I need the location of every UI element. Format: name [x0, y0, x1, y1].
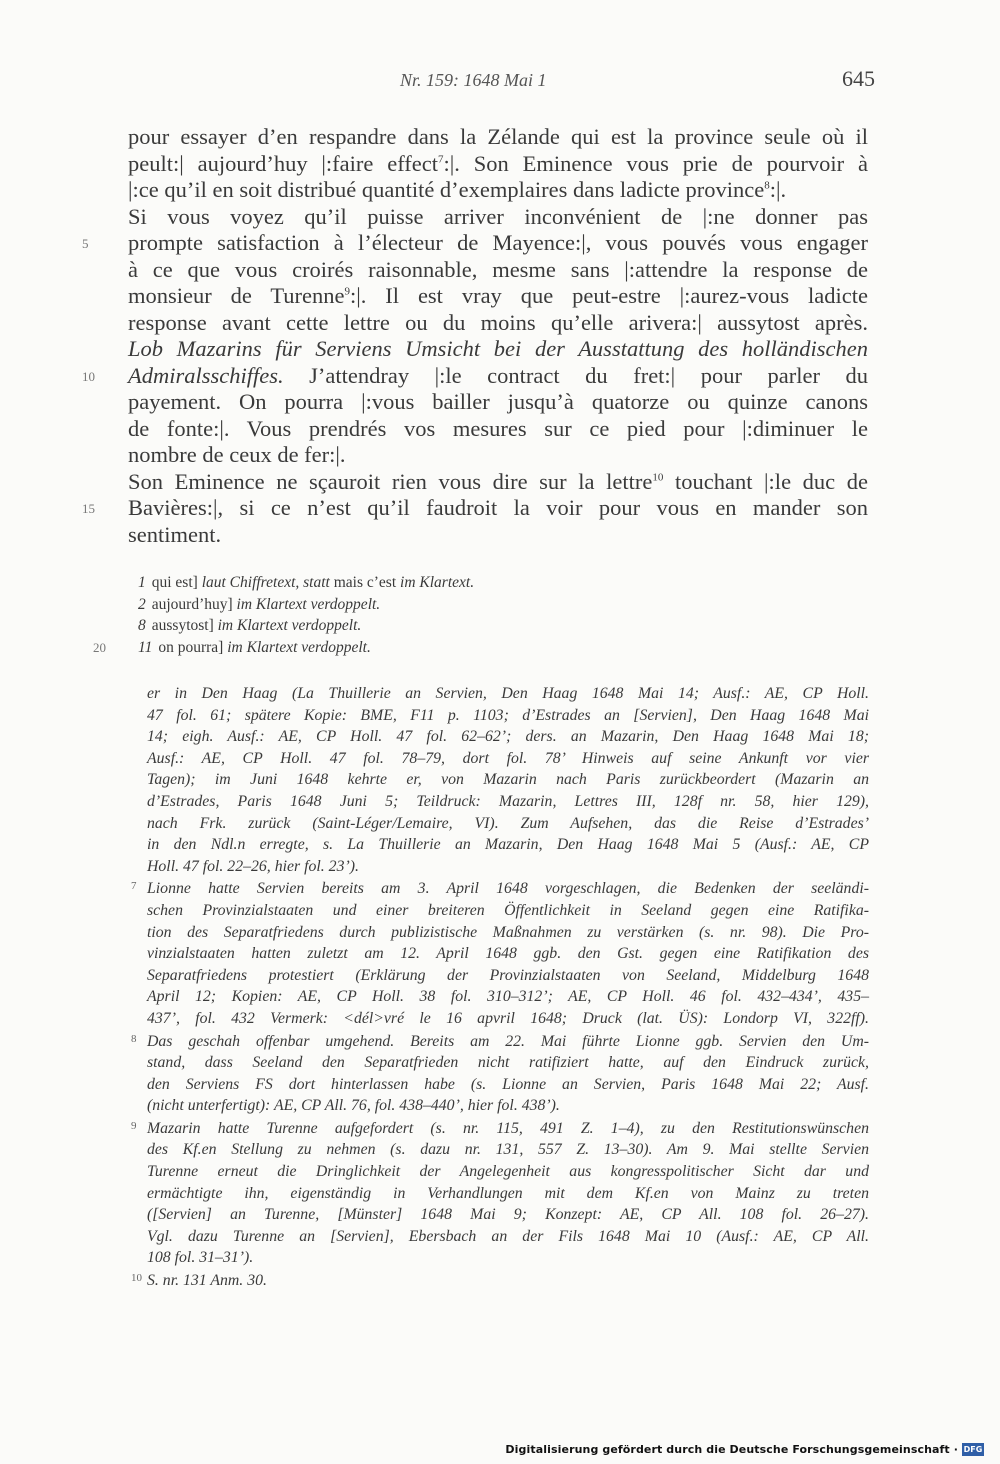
dfg-logo-icon: DFG — [963, 1444, 983, 1454]
text-line: sentiment. — [128, 521, 222, 547]
apparatus-entry: 8 aussytost] im Klartext verdoppelt. — [138, 617, 362, 634]
footnote-continued: er in Den Haag (La Thuillerie an Servien, Den Haag 1648 Mai 14; Ausf.: AE, CP Holl. 47 fol. 61; spätere Kopie: BME, F11 p. 1103; d’Estrades an [Servien], Den Haag 1648 Mai 14; eigh. Ausf.: AE, CP Holl. 47 fol. 62–62’; ders. an Mazarin, Den Haag 1648 Mai 18; Ausf.: AE, CP Holl. 47 fol. 78–79, dort fol. 78’ Hinweis auf seine Ankunft vor vier Tagen); im Juni 1648 kehrte er, von Mazarin nach Paris zurückbeordert (Mazarin an d’Estrades, Paris 1648 Juni 5; Teildruck: Mazarin, Lettres III, 128f nr. 58, hier 129), nach Frk. zurück (Saint-Léger/Lemaire, VI). Zum Aufsehen, das die Reise d’Estrades’ in den Ndl.n erregte, s. La Thuillerie an Mazarin, Den Haag 1648 Mai 5 (Ausf.: AE, CP Holl. 47 fol. 22–26, hier fol. 23’). — [147, 685, 869, 875]
line-number: 5 — [82, 236, 89, 251]
text-line: de fonte:|. Vous prendrés vos mesures sur ce pied pour |:diminuer le — [128, 415, 868, 441]
dfg-credit — [505, 1440, 984, 1458]
apparatus-entry: 20 11 on pourra] im Klartext verdoppelt. — [138, 637, 858, 659]
footnote-ref: 9 — [344, 285, 351, 298]
page-header — [0, 66, 1000, 94]
footnotes — [131, 683, 869, 1293]
line-number: 20 — [93, 639, 106, 655]
running-title: Nr. 159: 1648 Mai 1 — [400, 70, 547, 90]
footnote-7: 7 Lionne hatte Servien bereits am 3. April 1648 vorgeschlagen, die Bedenken der seeländi- schen Provinzialstaaten und einer breiteren Öffentlichkeit in Seeland gegen eine Ratifika- tion des Separatfriedens durch publizistische Maßnahmen zu verstärken (s. nr. 98). Die Pro- vinzialstaaten hatten zuletzt am 12. April 1648 ggb. den Gst. gegen eine Ratifikation des Separatfriedens protestiert (Erklärung der Provinzialstaaten von Seeland, Middelburg 1648 April 12; Kopien: AE, CP Holl. 38 fol. 310–312’; AE, CP Holl. 46 fol. 432–434’, 435– 437’, fol. 432 Vermerk: <dél>vré le 16 apvril 1648; Druck (lat. ÜS): Londorp VI, 322ff). — [147, 878, 869, 1029]
text-line: payement. On pourra |:vous bailler jusqu’à quatorze ou quinze canons — [128, 389, 868, 414]
line-number: 10 — [82, 368, 95, 384]
text-line: 10 Admiralsschiffes. J’attendray |:le contract du fret:| pour parler du — [128, 363, 868, 390]
text-line: nombre de ceux de fer:|. — [128, 442, 346, 467]
apparatus-entry: 2 aujourd’huy] im Klartext verdoppelt. — [138, 595, 381, 613]
footnote-ref: 7 — [438, 153, 444, 165]
text-line: response avant cette lettre ou du moins qu’elle arivera:| aussytost après. — [128, 309, 868, 335]
text-line: monsieur de Turenne$^9$:|. Il est vray que peut-estre |:aurez-vous ladicte — [128, 283, 868, 308]
text-line: 5 prompte satisfaction à l’électeur de Mayence:|, vous pouvés vous engager — [128, 230, 868, 257]
text-line: à ce que vous croirés raisonnable, mesme sans |:attendre la response de — [128, 256, 868, 282]
footnote-9: 9 Mazarin hatte Turenne aufgefordert (s. nr. 115, 491 Z. 1–4), zu den Restitutionswünschen des Kf.en Stellung zu nehmen (s. dazu nr. 131, 557 Z. 13–30). Am 9. Mai stellte Servien Turenne erneut die Dringlichkeit der Angelegenheit aus kongresspolitischer Sicht dar und ermächtigte ihn, eigenständig in Verhandlungen mit dem Kf.en von Mainz zu treten ([Servien] an Turenne, [Münster] 1648 Mai 9; Konzept: AE, CP All. 108 fol. 26–27). Vgl. dazu Turenne an [Servien], Ebersbach an der Fils 1648 Mai 10 (Ausf.: AE, CP All. 108 fol. 31–31’). — [147, 1118, 869, 1269]
main-text — [82, 124, 868, 548]
footnote-10: 10 S. nr. 131 Anm. 30. — [147, 1270, 869, 1292]
footnote-8: 8 Das geschah offenbar umgehend. Bereits am 22. Mai führte Lionne ggb. Servien den Um- stand, dass Seeland den Separatfrieden nicht ratifiziert hatte, auf den Eindruck zurück, den Serviens FS dort hinterlassen habe (s. Lionne an Servien, Paris 1648 Mai 22; Ausf. (nicht unterfertigt): AE, CP All. 76, fol. 438–440’, hier fol. 438’). — [147, 1031, 869, 1117]
footnote-ref: 10 — [652, 471, 664, 483]
footnote-number: 10 — [131, 1272, 142, 1285]
text-line: 15 Bavières:|, si ce n’est qu’il faudroit la voir pour vous en mander son — [128, 495, 868, 522]
text-line: pour essayer d’en respandre dans la Zélande qui est la province seule où il — [128, 124, 868, 149]
footnote-number: 7 — [131, 880, 137, 893]
line-number: 15 — [82, 501, 95, 516]
footnote-number: 9 — [131, 1119, 137, 1132]
text-line: peult:| aujourd’huy |:faire effect$^7$:|. Son Eminence vous prie de pourvoir à — [128, 150, 868, 176]
apparatus-entry: 1 qui est] laut Chiffretext, statt mais c’est im Klartext. — [138, 574, 475, 591]
footnote-number: 8 — [131, 1032, 137, 1045]
summary-line: Lob Mazarins für Serviens Umsicht bei der Ausstattung des holländischen — [128, 336, 868, 361]
critical-apparatus — [93, 572, 858, 658]
text-line: Si vous voyez qu’il puisse arriver inconvénient de |:ne donner pas — [128, 203, 868, 229]
text-line: Son Eminence ne sçauroit rien vous dire sur la lettre$^{10}$ touchant |:le duc de — [128, 468, 868, 494]
credit-text: Digitalisierung gefördert durch die Deutsche Forschungsgemeinschaft · — [505, 1442, 958, 1456]
footnote-ref: 8 — [764, 179, 770, 192]
text-line: |:ce qu’il en soit distribué quantité d’exemplaires dans ladicte province$^8$:|. — [128, 177, 787, 202]
page-number: 645 — [842, 66, 875, 91]
